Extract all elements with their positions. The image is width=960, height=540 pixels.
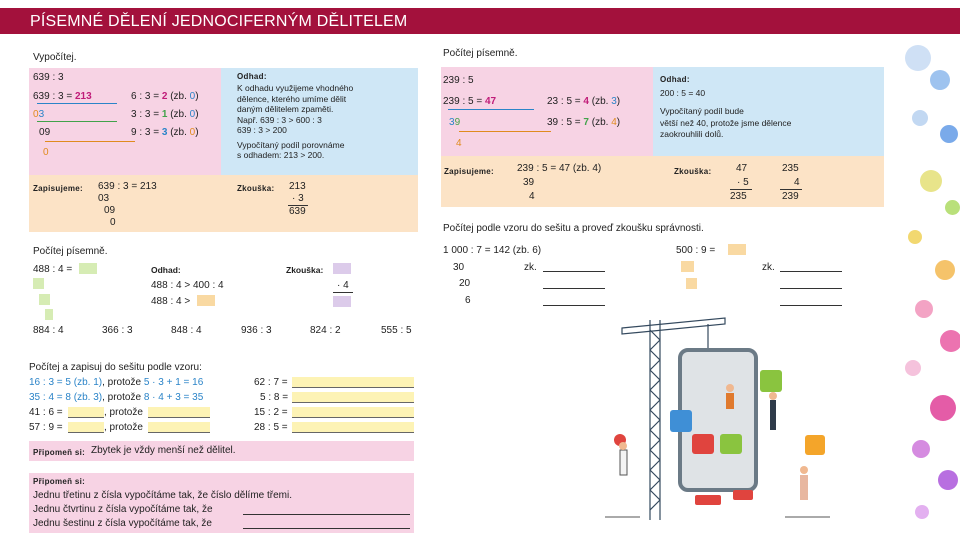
pripomen-text-1: Zbytek je vždy menší než dělitel. [91, 445, 236, 456]
protoze-label: , protože [104, 407, 143, 418]
answer-line[interactable] [292, 377, 414, 388]
slide-title: PÍSEMNÉ DĚLENÍ JEDNOCIFERNÝM DĚLITELEM [0, 8, 960, 34]
zk-line-3: 639 [289, 206, 306, 217]
zk-word: zk. [524, 262, 537, 273]
task-5: 824 : 2 [310, 325, 341, 336]
answer-box[interactable] [681, 261, 694, 272]
main-equation-right: 239 : 5 = 47 [443, 96, 497, 107]
floor-tile-icon [733, 490, 753, 500]
zap-line-1: 639 : 3 = 213 [98, 181, 157, 192]
answer-box[interactable] [333, 263, 351, 274]
answer-line[interactable] [148, 422, 210, 433]
tile-green-icon [720, 434, 742, 454]
zkouska-label-right: Zkouška: [674, 167, 712, 176]
sum-line [333, 292, 353, 293]
user-card-icon [805, 435, 825, 455]
zap-right-3: 4 [529, 191, 535, 202]
step-1-right: 23 : 5 = 4 (zb. 3) [547, 96, 621, 107]
zk2-mult: · 4 [337, 280, 349, 291]
odhad-line-1: 200 : 5 = 40 [660, 88, 706, 98]
odhad-text: K odhadu využijeme vhodného dělence, kterého umíme dělit daným dělitelem zpaměti. Např. 639 : 3 > 600 : 3 639 : 3 > 200 Vypočítaný podíl porovnáme s odhadem: 213 > 200. [237, 83, 354, 160]
remainder-3: 0 [43, 147, 49, 158]
pripomen-label-1: Připomeň si: [33, 448, 86, 457]
odhad-line-2: Vypočítaný podíl bude [660, 106, 744, 116]
odhad-label-right: Odhad: [660, 75, 690, 84]
remainder-2-right: 4 [456, 138, 462, 149]
protoze-label: , protože [104, 422, 143, 433]
connector-line [459, 131, 551, 132]
zap-right-1: 239 : 5 = 47 (zb. 4) [517, 163, 602, 174]
remainder-1: 03 [33, 109, 45, 120]
right-row-4: 28 : 5 = [254, 422, 288, 433]
answer-line[interactable] [68, 422, 104, 433]
tile-green-icon-2 [760, 370, 782, 392]
zk-line-1: 213 [289, 181, 306, 192]
instruction-vypocitej: Vypočítej. [33, 52, 77, 63]
step-2-right: 39 : 5 = 7 (zb. 4) [547, 117, 621, 128]
vzor-line-4: 6 [465, 295, 471, 306]
answer-box[interactable] [79, 263, 97, 274]
answer-box[interactable] [39, 294, 50, 305]
sum-line [780, 189, 802, 190]
zapisujeme-label: Zapisujeme: [33, 184, 83, 193]
instruction-zapisuj: Počítej a zapisuj do sešitu podle vzoru: [29, 362, 202, 373]
task-4: 936 : 3 [241, 325, 272, 336]
answer-box[interactable] [197, 295, 215, 306]
odhad2-line-2: 488 : 4 > [151, 296, 191, 307]
pripomen-label-2: Připomeň si: [33, 477, 86, 486]
task-6: 555 : 5 [381, 325, 412, 336]
example-row-3: 41 : 6 = [29, 407, 63, 418]
answer-box[interactable] [686, 278, 697, 289]
zap-line-2: 03 [98, 193, 110, 204]
answer-line[interactable] [292, 392, 414, 403]
task-639-3: 639 : 3 [33, 72, 64, 83]
zk-col1-2: · 5 [737, 177, 749, 188]
connector-line [37, 103, 117, 104]
zk-col2-2: 4 [794, 177, 800, 188]
step-2: 3 : 3 = 1 (zb. 0) [131, 109, 199, 120]
odhad2-line-1: 488 : 4 > 400 : 4 [151, 280, 224, 291]
odhad2-label: Odhad: [151, 265, 181, 275]
remainder-1-right: 39 [449, 117, 461, 128]
answer-line[interactable] [68, 407, 104, 418]
pripomen-line-3: Jednu šestinu z čísla vypočítáme tak, že [33, 518, 212, 529]
remainder-2: 09 [39, 127, 51, 138]
answer-line[interactable] [243, 514, 410, 515]
step-3: 9 : 3 = 3 (zb. 0) [131, 127, 199, 138]
task-239-5: 239 : 5 [443, 75, 474, 86]
task-1: 884 : 4 [33, 325, 64, 336]
tile-blue-icon [670, 410, 692, 432]
instruction-pocitej: Počítej písemně. [33, 246, 108, 257]
zk-col1-1: 47 [736, 163, 748, 174]
example-row-1: 16 : 3 = 5 (zb. 1), protože 5 · 3 + 1 = 16 [29, 377, 204, 388]
right-row-2: 5 : 8 = [260, 392, 289, 403]
main-equation: 639 : 3 = 213 [33, 91, 92, 102]
vzor-line-1: 1 000 : 7 = 142 (zb. 6) [443, 245, 542, 256]
answer-line[interactable] [148, 407, 210, 418]
floor-tile-icon [695, 495, 721, 505]
right-row-1: 62 : 7 = [254, 377, 288, 388]
zap-line-4: 0 [110, 217, 116, 228]
zk-word-2: zk. [762, 262, 775, 273]
tile-red-icon [692, 434, 714, 454]
pripomen-line-1: Jednu třetinu z čísla vypočítáme tak, že číslo dělíme třemi. [33, 490, 292, 501]
zk-col2-1: 235 [782, 163, 799, 174]
task-2: 366 : 3 [102, 325, 133, 336]
odhad-line-3: větší než 40, protože jsme dělence [660, 118, 792, 128]
zk-col2-3: 239 [782, 191, 799, 202]
connector-line [448, 109, 534, 110]
exercise-500-9: 500 : 9 = [676, 245, 716, 256]
answer-line[interactable] [243, 528, 410, 529]
construction-illustration [600, 310, 850, 525]
answer-line[interactable] [780, 271, 842, 272]
zap-line-3: 09 [104, 205, 116, 216]
answer-box[interactable] [33, 278, 44, 289]
zap-right-2: 39 [523, 177, 535, 188]
zk-col1-3: 235 [730, 191, 747, 202]
step-1: 6 : 3 = 2 (zb. 0) [131, 91, 199, 102]
answer-line[interactable] [292, 407, 414, 418]
odhad-label: Odhad: [237, 72, 267, 81]
zapisujeme-panel-right [441, 156, 884, 207]
sum-line [730, 189, 752, 190]
task-3: 848 : 4 [171, 325, 202, 336]
zk2-label: Zkouška: [286, 265, 324, 275]
answer-box[interactable] [333, 296, 351, 307]
answer-box[interactable] [45, 309, 53, 320]
zk-line-2: · 3 [292, 193, 304, 204]
vzor-line-2: 30 [453, 262, 465, 273]
example-row-4: 57 : 9 = [29, 422, 63, 433]
answer-line[interactable] [292, 422, 414, 433]
vzor-line-3: 20 [459, 278, 471, 289]
answer-line[interactable] [543, 305, 605, 306]
connector-line [45, 141, 135, 142]
answer-line[interactable] [780, 288, 842, 289]
zapisujeme-panel [29, 175, 418, 232]
example-row-2: 35 : 4 = 8 (zb. 3), protože 8 · 4 + 3 = 35 [29, 392, 204, 403]
pripomen-line-2: Jednu čtvrtinu z čísla vypočítáme tak, že [33, 504, 213, 515]
answer-box[interactable] [728, 244, 746, 255]
instruction-pocitej-right: Počítej písemně. [443, 48, 518, 59]
instruction-vzor: Počítej podle vzoru do sešitu a proveď zkoušku správnosti. [443, 223, 704, 234]
answer-line[interactable] [543, 271, 605, 272]
connector-line [37, 121, 117, 122]
right-row-3: 15 : 2 = [254, 407, 288, 418]
answer-line[interactable] [543, 288, 605, 289]
zapisujeme-label-right: Zapisujeme: [444, 167, 494, 176]
answer-line[interactable] [780, 305, 842, 306]
exercise-488-4: 488 : 4 = [33, 264, 73, 275]
zkouska-label: Zkouška: [237, 184, 275, 193]
odhad-line-4: zaokrouhlili dolů. [660, 129, 724, 139]
